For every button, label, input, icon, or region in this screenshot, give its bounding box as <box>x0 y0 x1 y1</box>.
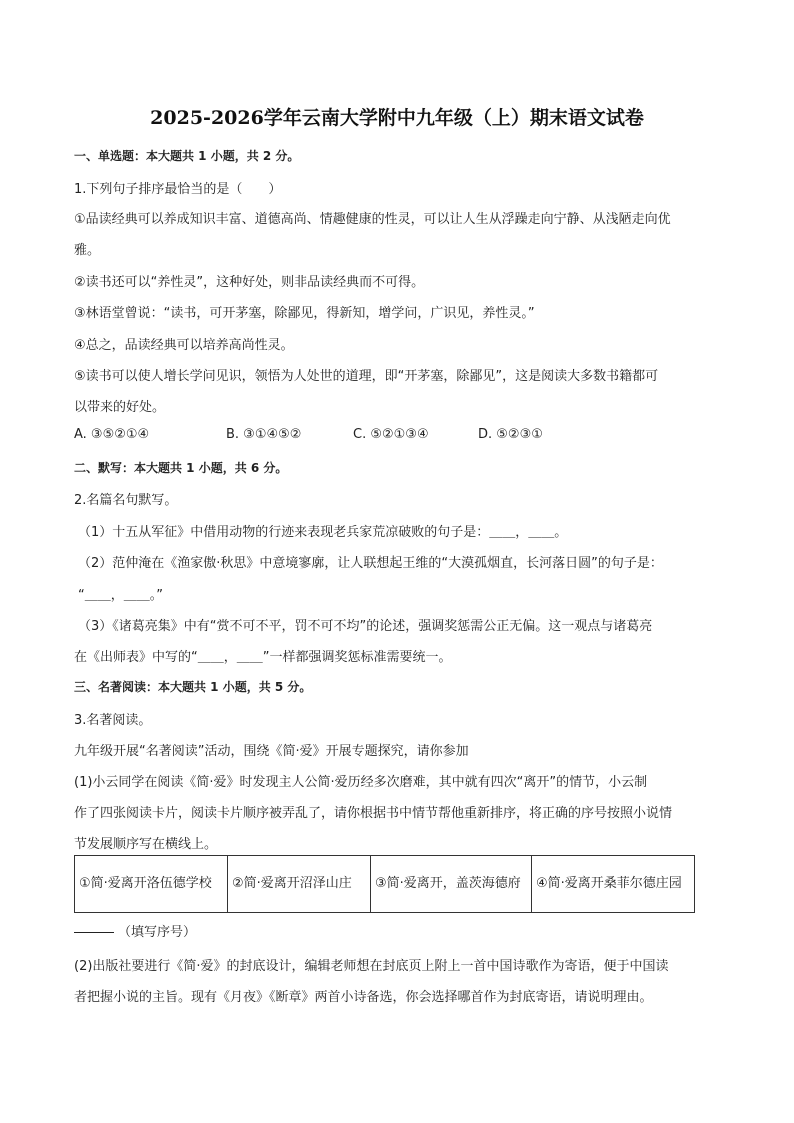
activity-intro: 九年级开展“名著阅读”活动，围绕《简·爱》开展专题探究，请你参加 <box>74 744 469 759</box>
dictation-line: （3）《诸葛亮集》中有“赏不可不平，罚不可不均”的论述，强调奖惩需公正无偏。这一观点与诸葛亮 <box>78 619 653 634</box>
option-d[interactable]: D. ⑤②③① <box>478 427 543 442</box>
part-1-line: 作了四张阅读卡片，阅读卡片顺序被弄乱了，请你根据书中情节帮他重新排序，将正确的序号按照小说情 <box>74 806 673 821</box>
option-b[interactable]: B. ③①④⑤② <box>226 427 302 442</box>
section-3-heading: 三、名著阅读：本大题共 1 小题，共 5 分。 <box>74 680 312 694</box>
sentence-line: ④总之，品读经典可以培养高尚性灵。 <box>74 338 294 353</box>
option-a[interactable]: A. ③⑤②①④ <box>74 427 150 442</box>
part-1-line: (1)小云同学在阅读《简·爱》时发现主人公简·爱历经多次磨难，其中就有四次“离开”的情节，小云制 <box>74 775 648 790</box>
part-2-line: 者把握小说的主旨。现有《月夜》《断章》两首小诗备选，你会选择哪首作为封底寄语，请说明理由。 <box>74 990 653 1005</box>
sentence-line: ②读书还可以“养性灵”，这种好处，则非品读经典而不可得。 <box>74 275 425 290</box>
part-1-line: 节发展顺序写在横线上。 <box>74 837 218 852</box>
sentence-line: ⑤读书可以使人增长学问见识，领悟为人处世的道理，即“开茅塞，除鄙见”，这是阅读大多数书籍都可 <box>74 369 659 384</box>
dictation-line: “＿＿，＿＿。” <box>78 588 163 603</box>
sentence-line: ①品读经典可以养成知识丰富、道德高尚、情趣健康的性灵，可以让人生从浮躁走向宁静、从浅陋走向优 <box>74 212 671 227</box>
answer-blank[interactable] <box>74 932 114 933</box>
sentence-line: ③林语堂曾说：“读书，可开茅塞，除鄙见，得新知，增学问，广识见，养性灵。” <box>74 306 535 321</box>
reading-card: ②简·爱离开沼泽山庄 <box>228 856 371 913</box>
dictation-line: （2）范仲淹在《渔家傲·秋思》中意境寥廓，让人联想起王维的“大漠孤烟直，长河落日圆”的句子是： <box>78 556 663 571</box>
section-1-heading: 一、单选题：本大题共 1 小题，共 2 分。 <box>74 149 300 163</box>
dictation-line: 在《出师表》中写的“＿＿，＿＿”一样都强调奖惩标准需要统一。 <box>74 650 452 665</box>
sentence-line: 以带来的好处。 <box>74 400 166 415</box>
question-1-stem: 1.下列句子排序最恰当的是（ ） <box>74 182 282 197</box>
reading-card: ④简·爱离开桑菲尔德庄园 <box>532 856 695 913</box>
dictation-line: （1）十五从军征》中借用动物的行迹来表现老兵家荒凉破败的句子是：＿＿，＿＿。 <box>78 525 568 540</box>
exam-title: 2025-2026学年云南大学附中九年级（上）期末语文试卷 <box>150 107 644 129</box>
option-c[interactable]: C. ⑤②①③④ <box>353 427 429 442</box>
reading-card: ③简·爱离开，盖茨海德府 <box>371 856 532 913</box>
question-3-stem: 3.名著阅读。 <box>74 713 152 728</box>
question-2-stem: 2.名篇名句默写。 <box>74 493 178 508</box>
reading-cards-table <box>74 855 695 913</box>
reading-card: ①简·爱离开洛伍德学校 <box>75 856 228 913</box>
fill-hint: （填写序号） <box>118 925 197 940</box>
section-2-heading: 二、默写：本大题共 1 小题，共 6 分。 <box>74 461 288 475</box>
sentence-line: 雅。 <box>74 243 101 258</box>
part-2-line: (2)出版社要进行《简·爱》的封底设计，编辑老师想在封底页上附上一首中国诗歌作为寄语，便于中国读 <box>74 959 669 974</box>
